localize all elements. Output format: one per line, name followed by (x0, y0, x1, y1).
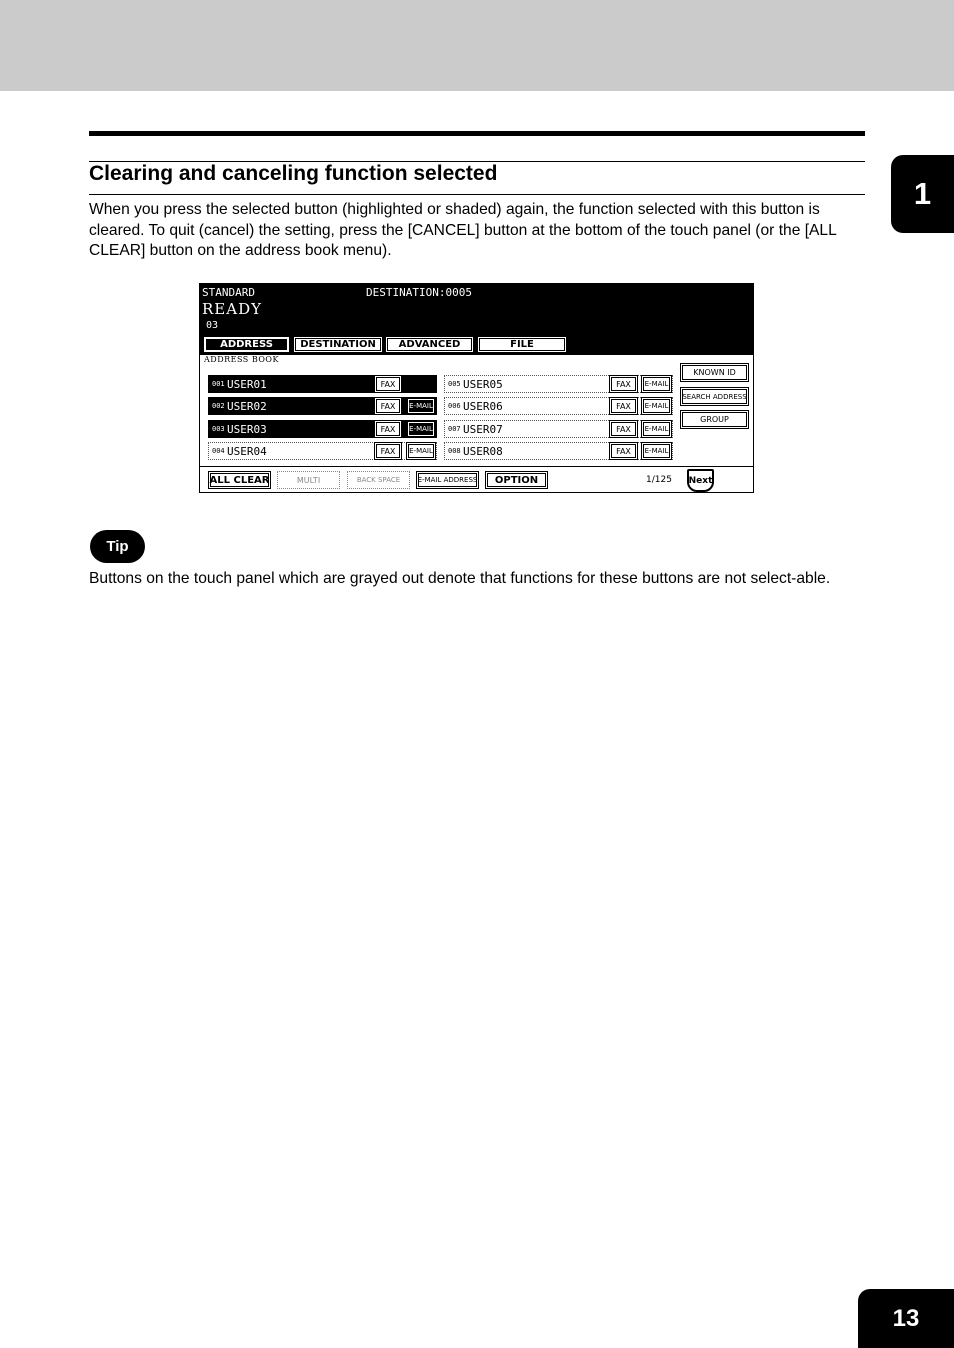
user-row-005[interactable] (444, 375, 673, 393)
fax-button[interactable]: FAX (609, 397, 638, 415)
panel-destination: DESTINATION:0005 (366, 286, 472, 299)
user-row-003[interactable] (208, 420, 437, 438)
panel-divider (200, 466, 754, 467)
email-button[interactable]: E-MAIL (641, 442, 672, 460)
fax-button[interactable]: FAX (374, 442, 402, 460)
multi-button: MULTI (277, 471, 340, 489)
user-num: 004 (212, 447, 225, 455)
user-name: USER05 (463, 378, 503, 391)
panel-mode: STANDARD (202, 286, 255, 299)
user-row-007[interactable] (444, 420, 673, 438)
header-band (0, 0, 954, 91)
tip-badge: Tip (90, 530, 145, 563)
fax-button[interactable]: FAX (374, 420, 402, 438)
user-row-001[interactable] (208, 375, 437, 393)
email-button[interactable]: E-MAIL (641, 397, 672, 415)
chapter-tab: 1 (891, 155, 954, 233)
fax-button[interactable]: FAX (609, 420, 638, 438)
email-address-button[interactable]: E-MAIL ADDRESS (416, 471, 479, 489)
email-button[interactable]: E-MAIL (406, 420, 436, 438)
user-num: 005 (448, 380, 461, 388)
user-name: USER08 (463, 445, 503, 458)
heading-rule-bottom (89, 194, 865, 195)
user-num: 003 (212, 425, 225, 433)
email-button[interactable]: E-MAIL (641, 420, 672, 438)
fax-button[interactable]: FAX (374, 397, 402, 415)
user-num: 001 (212, 380, 225, 388)
section-body: When you press the selected button (highlighted or shaded) again, the function selected with this button is cleared. To quit (cancel) the setting, press the [CANCEL] button at the bottom of the touch panel (or the [ALL CLEAR] button on the address book menu). (89, 201, 837, 259)
user-name: USER04 (227, 445, 267, 458)
touch-panel (199, 283, 754, 493)
user-row-002[interactable] (208, 397, 437, 415)
page-indicator: 1/125 (646, 475, 672, 485)
group-button[interactable]: GROUP (680, 410, 749, 429)
user-num: 006 (448, 402, 461, 410)
email-button[interactable]: E-MAIL (406, 442, 436, 460)
section-rule-thick (89, 131, 865, 136)
tab-address[interactable]: ADDRESS (204, 337, 289, 352)
user-name: USER02 (227, 400, 267, 413)
panel-status: READY (202, 300, 263, 318)
user-num: 002 (212, 402, 225, 410)
tip-text: Buttons on the touch panel which are grayed out denote that functions for these buttons are not select-able. (89, 570, 831, 587)
fax-button[interactable]: FAX (609, 375, 638, 393)
user-name: USER06 (463, 400, 503, 413)
known-id-button[interactable]: KNOWN ID (680, 363, 749, 382)
tab-destination[interactable]: DESTINATION (294, 337, 382, 352)
email-button[interactable]: E-MAIL (641, 375, 672, 393)
user-row-008[interactable] (444, 442, 673, 460)
search-address-button[interactable]: SEARCH ADDRESS (680, 387, 749, 406)
section-heading: Clearing and canceling function selected (89, 162, 498, 185)
tab-file[interactable]: FILE (478, 337, 566, 352)
panel-count: 03 (206, 320, 219, 331)
tab-advanced[interactable]: ADVANCED (386, 337, 473, 352)
user-row-004[interactable] (208, 442, 437, 460)
user-name: USER07 (463, 423, 503, 436)
back-space-button: BACK SPACE (347, 471, 410, 489)
user-num: 007 (448, 425, 461, 433)
next-button[interactable]: Next (687, 469, 714, 492)
all-clear-button[interactable]: ALL CLEAR (208, 471, 271, 489)
page-number: 13 (858, 1289, 954, 1348)
email-button[interactable]: E-MAIL (406, 397, 436, 415)
fax-button[interactable]: FAX (609, 442, 638, 460)
fax-button[interactable]: FAX (374, 375, 402, 393)
option-button[interactable]: OPTION (485, 471, 548, 489)
user-name: USER03 (227, 423, 267, 436)
address-book-label: ADDRESS BOOK (204, 355, 279, 364)
user-num: 008 (448, 447, 461, 455)
user-row-006[interactable] (444, 397, 673, 415)
user-name: USER01 (227, 378, 267, 391)
